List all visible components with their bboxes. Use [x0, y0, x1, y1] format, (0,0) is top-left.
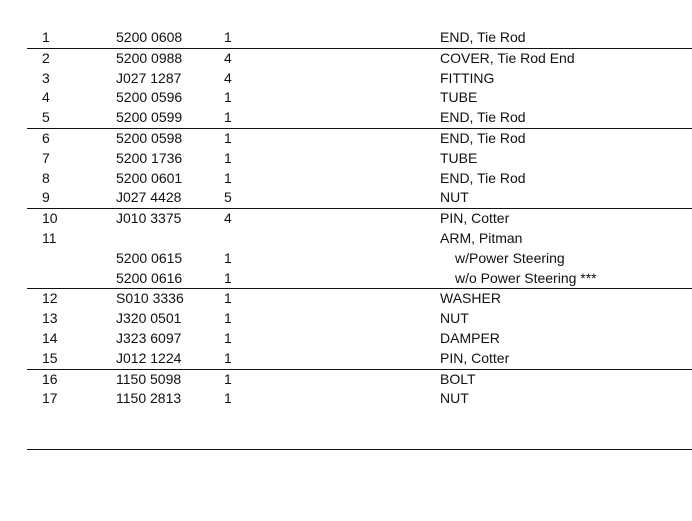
part-number: 5200 0615 — [116, 249, 183, 266]
item-number: 11 — [42, 229, 57, 246]
table-row — [27, 69, 692, 89]
table-row — [27, 269, 692, 289]
table-row — [27, 229, 692, 249]
quantity: 1 — [224, 149, 232, 166]
description: w/Power Steering — [455, 249, 565, 266]
part-number: J027 1287 — [116, 69, 182, 86]
quantity: 1 — [224, 89, 232, 106]
part-number: 5200 0608 — [116, 29, 183, 45]
item-number: 17 — [42, 390, 58, 407]
description: WASHER — [440, 290, 501, 307]
table-row — [27, 129, 692, 149]
description: NUT — [440, 390, 469, 407]
quantity: 1 — [224, 269, 232, 286]
description: END, Tie Rod — [440, 29, 526, 45]
part-number: 5200 0601 — [116, 169, 183, 186]
quantity: 4 — [224, 49, 232, 66]
parts-list-table — [27, 28, 692, 450]
item-number: 5 — [42, 109, 50, 126]
item-number: 13 — [42, 310, 58, 327]
table-row — [27, 370, 692, 390]
part-number: J320 0501 — [116, 310, 182, 327]
part-number: 5200 0616 — [116, 269, 183, 286]
table-row — [27, 88, 692, 108]
quantity: 1 — [224, 329, 232, 346]
quantity: 4 — [224, 210, 232, 227]
table-row — [27, 149, 692, 169]
description: NUT — [440, 189, 469, 206]
item-number: 12 — [42, 290, 58, 307]
description: DAMPER — [440, 329, 500, 346]
description: NUT — [440, 310, 469, 327]
item-number: 4 — [42, 89, 50, 106]
table-row — [27, 329, 692, 349]
part-number: 1150 2813 — [116, 390, 182, 407]
quantity: 1 — [224, 390, 232, 407]
part-number: 5200 0596 — [116, 89, 183, 106]
table-row — [27, 28, 692, 48]
table-row — [27, 188, 692, 208]
table-row — [27, 169, 692, 189]
item-number: 16 — [42, 370, 58, 387]
part-number: 5200 0599 — [116, 109, 183, 126]
description: END, Tie Rod — [440, 109, 526, 126]
table-row — [27, 349, 692, 369]
table-row — [27, 108, 692, 128]
description: COVER, Tie Rod End — [440, 49, 575, 66]
part-number: 5200 0988 — [116, 49, 183, 66]
quantity: 4 — [224, 69, 232, 86]
quantity: 1 — [224, 169, 232, 186]
quantity: 1 — [224, 290, 232, 307]
table-blank-space — [27, 409, 692, 449]
table-row — [27, 289, 692, 309]
item-number: 2 — [42, 49, 50, 66]
description: PIN, Cotter — [440, 349, 510, 366]
table-row — [27, 209, 692, 229]
quantity: 1 — [224, 29, 232, 45]
quantity: 1 — [224, 349, 232, 366]
item-number: 9 — [42, 189, 50, 206]
quantity: 1 — [224, 310, 232, 327]
quantity: 1 — [224, 129, 232, 146]
description: BOLT — [440, 370, 476, 387]
quantity: 1 — [224, 109, 232, 126]
quantity: 1 — [224, 249, 232, 266]
part-number: J012 1224 — [116, 349, 182, 366]
table-row — [27, 309, 692, 329]
description: PIN, Cotter — [440, 210, 510, 227]
part-number: J010 3375 — [116, 210, 182, 227]
item-number: 1 — [42, 29, 50, 45]
part-number: 1150 5098 — [116, 370, 182, 387]
item-number: 10 — [42, 210, 58, 227]
part-number: 5200 0598 — [116, 129, 183, 146]
quantity: 1 — [224, 370, 232, 387]
table-bottom-rule — [27, 449, 692, 450]
item-number: 8 — [42, 169, 50, 186]
item-number: 6 — [42, 129, 50, 146]
item-number: 7 — [42, 149, 50, 166]
item-number: 15 — [42, 349, 58, 366]
table-row — [27, 389, 692, 409]
description: FITTING — [440, 69, 495, 86]
table-row — [27, 49, 692, 69]
part-number: 5200 1736 — [116, 149, 183, 166]
part-number: J323 6097 — [116, 329, 182, 346]
item-number: 14 — [42, 329, 58, 346]
part-number: S010 3336 — [116, 290, 184, 307]
part-number: J027 4428 — [116, 189, 182, 206]
quantity: 5 — [224, 189, 232, 206]
description: w/o Power Steering *** — [455, 269, 597, 286]
description: ARM, Pitman — [440, 229, 523, 246]
table-row — [27, 249, 692, 269]
description: TUBE — [440, 149, 478, 166]
description: END, Tie Rod — [440, 129, 526, 146]
description: END, Tie Rod — [440, 169, 526, 186]
description: TUBE — [440, 89, 478, 106]
item-number: 3 — [42, 69, 50, 86]
